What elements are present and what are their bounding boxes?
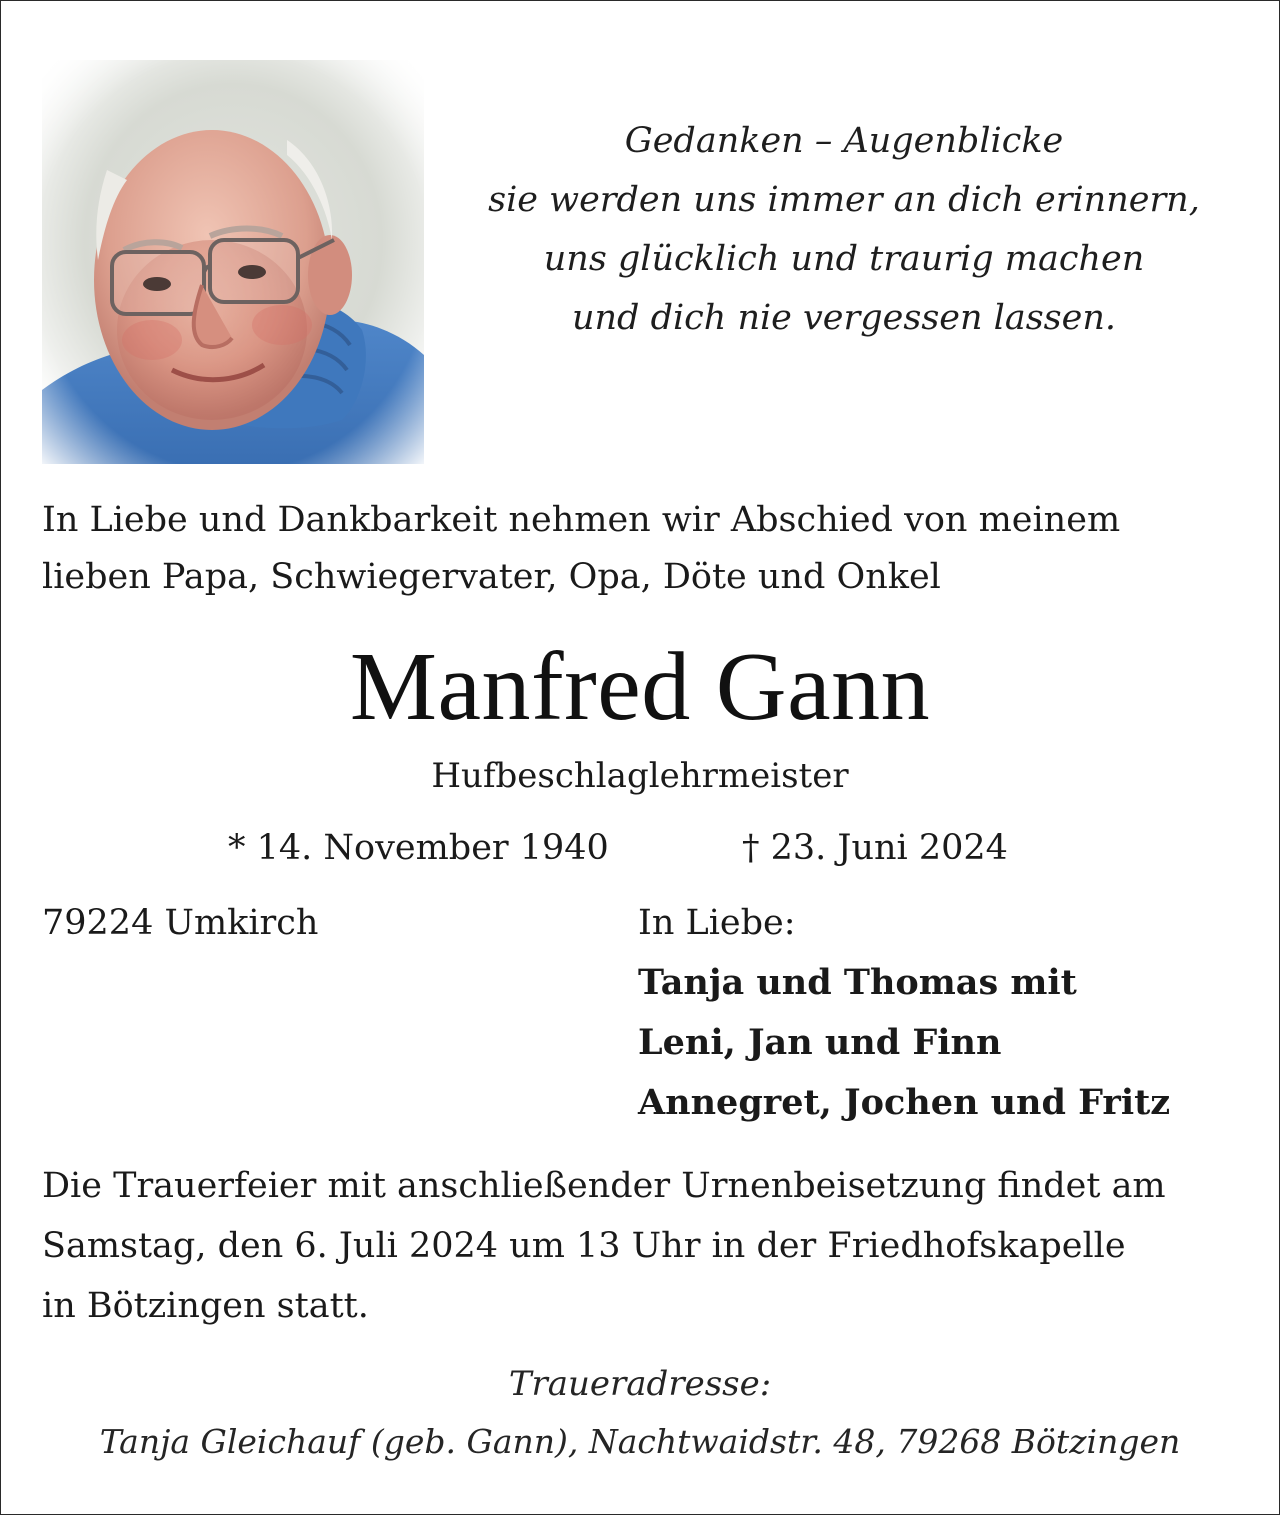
mourners bbox=[638, 893, 1170, 1133]
death-date: † 23. Juni 2024 bbox=[742, 828, 1008, 868]
ceremony-info bbox=[42, 1156, 1252, 1336]
deceased-profession: Hufbeschlaglehrmeister bbox=[431, 756, 849, 796]
life-dates bbox=[0, 820, 1280, 876]
poem-line: uns glücklich und traurig machen bbox=[543, 239, 1145, 279]
poem-line: und dich nie vergessen lassen. bbox=[571, 298, 1117, 338]
poem bbox=[440, 112, 1248, 348]
mourner-line: Leni, Jan und Finn bbox=[638, 1022, 1002, 1063]
mourners-label: In Liebe: bbox=[638, 903, 796, 943]
deceased-name: Manfred Gann bbox=[349, 633, 931, 741]
ceremony-line: in Bötzingen statt. bbox=[42, 1286, 369, 1326]
poem-line: Gedanken – Augenblicke bbox=[624, 121, 1064, 161]
birth-date: * 14. November 1940 bbox=[228, 828, 609, 868]
mourner-line: Annegret, Jochen und Fritz bbox=[638, 1082, 1171, 1123]
ceremony-line: Samstag, den 6. Juli 2024 um 13 Uhr in der Friedhofskapelle bbox=[42, 1226, 1126, 1266]
mourning-address: Tanja Gleichauf (geb. Gann), Nachtwaidstr. 48, 79268 Bötzingen bbox=[99, 1422, 1181, 1461]
ceremony-line: Die Trauerfeier mit anschließender Urnenbeisetzung findet am bbox=[42, 1166, 1166, 1206]
intro-text bbox=[42, 492, 1242, 606]
intro-line: In Liebe und Dankbarkeit nehmen wir Abschied von meinem bbox=[42, 500, 1121, 540]
mourning-address-label: Traueradresse: bbox=[508, 1364, 772, 1404]
intro-line: lieben Papa, Schwiegervater, Opa, Döte und Onkel bbox=[42, 557, 941, 597]
mourner-line: Tanja und Thomas mit bbox=[638, 962, 1077, 1003]
location: 79224 Umkirch bbox=[42, 903, 319, 943]
portrait-photo bbox=[42, 60, 424, 464]
poem-line: sie werden uns immer an dich erinnern, bbox=[488, 180, 1200, 220]
